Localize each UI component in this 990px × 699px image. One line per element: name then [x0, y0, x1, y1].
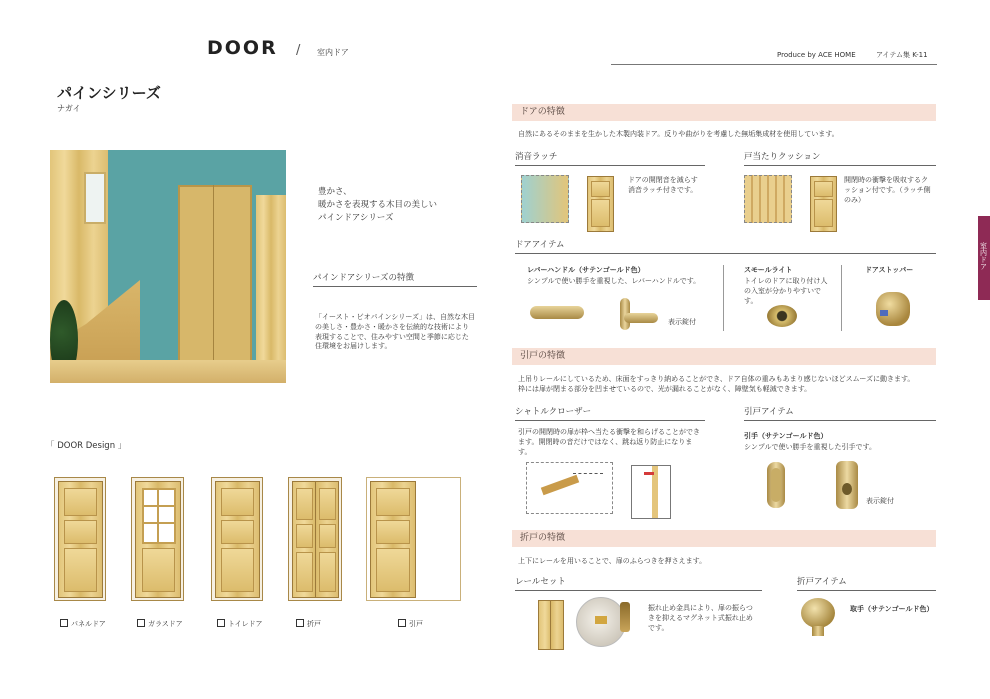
sliding-text-2: 枠には扉が閉まる部分を凹ませているので、光が漏れることがなく、障壁気も軽減できます。 [518, 385, 812, 393]
category-label: 室内ドア [317, 48, 349, 57]
sliding-items-heading: 引戸アイテム [744, 405, 936, 421]
sliding-text-1: 上吊りレールにしているため、床面をすっきり納めることができ、ドア自体の重みもあまり感じないほどスムーズに動きます。 [518, 375, 915, 383]
folding-knob-stem-icon [812, 626, 824, 636]
closer-diagram [526, 462, 613, 514]
door-stopper-icon [876, 292, 910, 326]
rail-heading: レールセット [515, 575, 762, 591]
rail-parts-icon [620, 602, 630, 632]
small-light-title: スモールライト [744, 266, 793, 274]
rail-photo [576, 597, 626, 647]
sliding-handle-desc: シンプルで使い勝手を重視した引手です。 [744, 443, 876, 451]
features-heading: パインドアシリーズの特徴 [313, 271, 477, 287]
design-label-glass[interactable]: ガラスドア [137, 619, 183, 630]
small-light-icon [767, 305, 797, 327]
latch-desc: ドアの開閉音を減らす消音ラッチ付きです。 [628, 176, 698, 194]
glass-door-image [131, 477, 184, 601]
latch-door-image [587, 176, 614, 232]
lever-note: 表示錠付 [668, 318, 696, 326]
checkbox-icon[interactable] [137, 619, 145, 627]
side-tab-label: 室内ドア [979, 242, 988, 270]
checkbox-icon[interactable] [60, 619, 68, 627]
stopper-title: ドアストッパー [865, 266, 914, 274]
design-label-panel[interactable]: パネルドア [60, 619, 106, 630]
checkbox-icon[interactable] [398, 619, 406, 627]
checkbox-icon[interactable] [217, 619, 225, 627]
sliding-door-image [366, 477, 461, 601]
design-label-toilet[interactable]: トイレドア [217, 619, 262, 630]
tagline-1: 豊かさ、 [318, 187, 352, 197]
latch-photo [521, 175, 569, 223]
design-label-folding[interactable]: 折戸 [296, 619, 321, 630]
folding-door-image [288, 477, 342, 601]
header-rule [611, 64, 937, 65]
item-code: アイテム集 K-11 [876, 51, 928, 59]
tagline-2: 暖かさを表現する木目の美しい [318, 200, 438, 210]
page-title: DOOR [207, 37, 278, 59]
closer-heading: シャトルクローザー [515, 405, 705, 421]
door-features-band: ドアの特徴 [512, 104, 936, 121]
door-stopper-blue-icon [880, 310, 888, 316]
cushion-door-image [810, 176, 837, 232]
sliding-handle-title: 引手（サテンゴールド色） [744, 432, 828, 440]
door-features-text: 自然にあるそのままを生かした木製内装ドア。反りや曲がりを考慮した無垢集成材を使用しています。 [518, 130, 839, 138]
rail-desc: 振れ止め金具により、扉の振らつきを抑えるマグネット式振れ止めです。 [648, 604, 753, 632]
folding-features-band: 折戸の特徴 [512, 530, 936, 547]
produce-label: Produce by ACE HOME [777, 51, 856, 59]
folding-knob-title: 取手（サテンゴールド色） [850, 605, 934, 613]
latch-heading: 消音ラッチ [515, 150, 705, 166]
maker-name: ナガイ [57, 104, 81, 113]
folding-text: 上下にレールを用いることで、扉のふらつきを押さえます。 [518, 557, 707, 565]
tagline-3: パインドアシリーズ [318, 213, 394, 223]
title-slash: / [296, 43, 301, 58]
features-text: 「イースト・ビオパインシリーズ」は、自然な木目の美しさ・豊かさ・暖かさを伝統的な技術により表現することで、住みやすい空間と季節に応じた住環境をお届けします。 [315, 313, 475, 351]
folding-knob-icon [801, 598, 835, 628]
panel-door-image [54, 477, 106, 601]
divider [723, 265, 724, 331]
divider [841, 265, 842, 331]
toilet-door-image [211, 477, 263, 601]
checkbox-icon[interactable] [296, 619, 304, 627]
closer-frame-diagram [631, 465, 671, 519]
cushion-heading: 戸当たりクッション [744, 150, 936, 166]
rail-door-image [538, 600, 564, 650]
lever-handle-lock-arm-icon [624, 313, 658, 323]
side-tab[interactable] [978, 216, 990, 300]
door-items-heading: ドアアイテム [515, 238, 936, 254]
design-label-sliding[interactable]: 引戸 [398, 619, 423, 630]
folding-items-heading: 折戸アイテム [797, 575, 936, 591]
lever-title: レバーハンドル（サテンゴールド色） [527, 266, 645, 274]
room-photo [50, 150, 286, 383]
cushion-desc: 開閉時の衝撃を吸収するクッション付です。（ラッチ側のみ） [844, 176, 931, 204]
design-heading: 「 DOOR Design 」 [46, 441, 127, 451]
cushion-photo [744, 175, 792, 223]
lever-handle-icon [530, 306, 584, 319]
small-light-desc: トイレのドアに取り付け人の入室が分かりやすいです。 [744, 277, 828, 305]
sliding-handle-icon [767, 462, 785, 508]
lever-desc: シンプルで使い勝手を重視した、レバーハンドルです。 [527, 277, 701, 285]
closer-desc: 引戸の開閉時の扉が枠へ当たる衝撃を和らげることができます。開閉時の音だけではなく、跳ね返り防止になります。 [518, 428, 700, 456]
series-title: パインシリーズ [57, 84, 161, 102]
sliding-note: 表示錠付 [866, 497, 894, 505]
sliding-features-band: 引戸の特徴 [512, 348, 936, 365]
sliding-handle-lock-icon [836, 461, 858, 509]
